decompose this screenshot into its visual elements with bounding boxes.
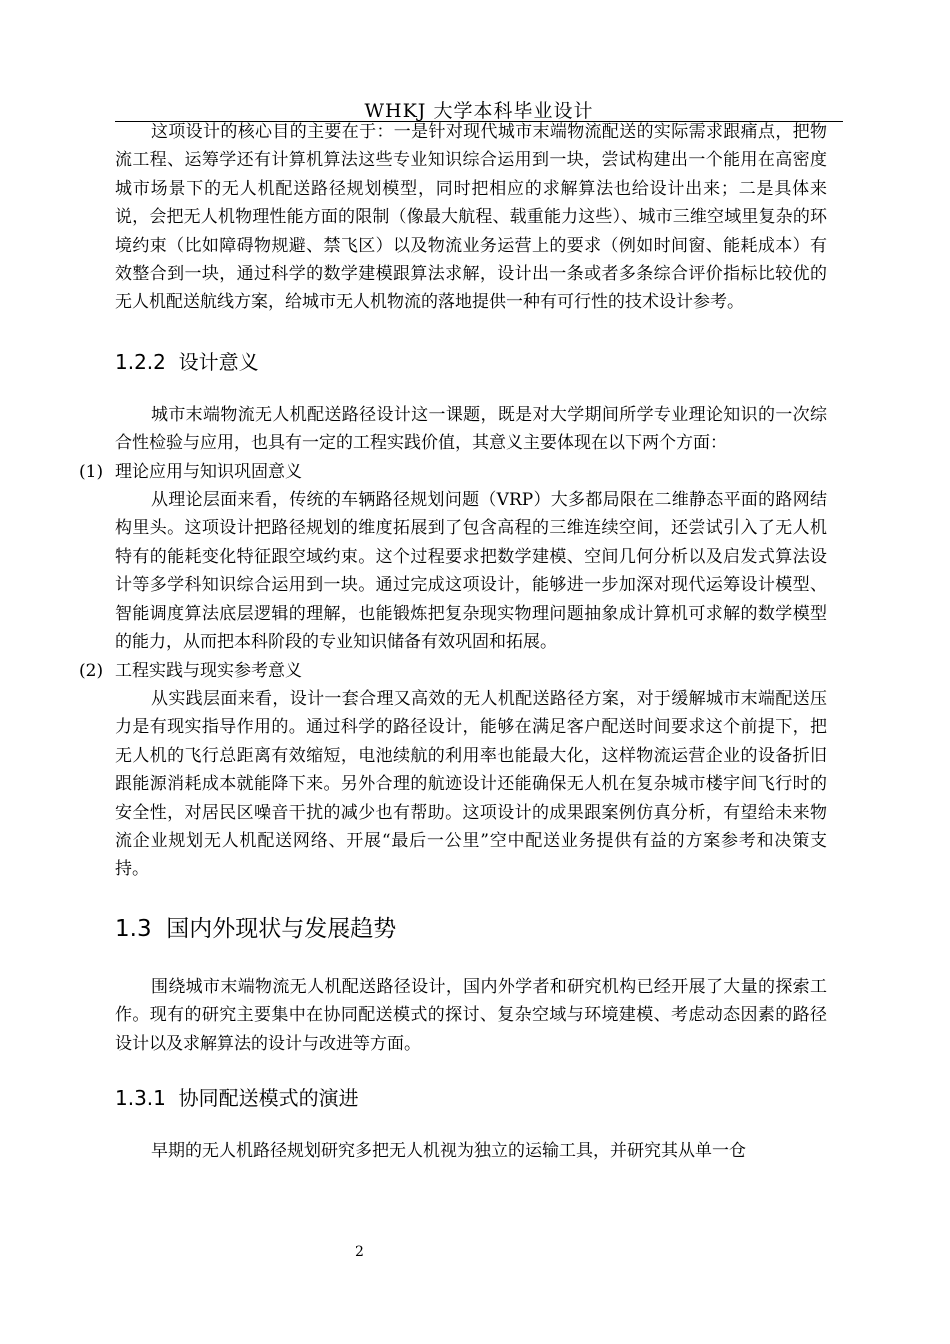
section-1-3-paragraph: 围绕城市末端物流无人机配送路径设计，国内外学者和研究机构已经开展了大量的探索工作。现有的研究主要集中在协同配送模式的探讨、复杂空域与环境建模、考虑动态因素的路径设计以及求解算法的设计与改进等方面。 xyxy=(115,976,827,1054)
intro-paragraph: 这项设计的核心目的主要在于：一是针对现代城市末端物流配送的实际需求跟痛点，把物流工程、运筹学还有计算机算法这些专业知识综合运用到一块，尝试构建出一个能用在高密度城市场景下的无人机配送路径规划模型，同时把相应的求解算法也给设计出来；二是具体来说，会把无人机物理性能方面的限制（像最大航程、载重能力这些）、城市三维空域里复杂的环境约束（比如障碍物规避、禁飞区）以及物流业务运营上的要求（例如时间窗、能耗成本）有效整合到一块，通过科学的数学建模跟算法求解，设计出一条或者多条综合评价指标比较优的无人机配送航线方案，给城市无人机物流的落地提供一种有可行性的技术设计参考。 xyxy=(115,122,827,313)
page-number: 2 xyxy=(355,1244,364,1260)
section-title: 国内外现状与发展趋势 xyxy=(166,915,397,942)
section-heading-1-2-2 xyxy=(115,346,827,375)
section-1-2-2-paragraph: 城市末端物流无人机配送路径设计这一课题，既是对大学期间所学专业理论知识的一次综合性检验与应用，也具有一定的工程实践价值，其意义主要体现在以下两个方面： xyxy=(115,404,827,454)
section-title: 设计意义 xyxy=(178,349,259,374)
list-item-2 xyxy=(79,657,827,685)
section-number: 1.3 xyxy=(115,915,152,942)
list-item-title: 工程实践与现实参考意义 xyxy=(115,660,302,681)
section-1-3-1-paragraph: 早期的无人机路径规划研究多把无人机视为独立的运输工具，并研究其从单一仓 xyxy=(151,1140,746,1161)
list-item-1-paragraph: 从理论层面来看，传统的车辆路径规划问题（VRP）大多都局限在二维静态平面的路网结构里头。这项设计把路径规划的维度拓展到了包含高程的三维连续空间，还尝试引入了无人机特有的能耗变化特征跟空域约束。这个过程要求把数学建模、空间几何分析以及启发式算法设计等多学科知识综合运用到一块。通过完成这项设计，能够进一步加深对现代运筹设计模型、智能调度算法底层逻辑的理解，也能锻炼把复杂现实物理问题抽象成计算机可求解的数学模型的能力，从而把本科阶段的专业知识储备有效巩固和拓展。 xyxy=(115,490,827,653)
list-item-1 xyxy=(79,458,827,486)
list-item-2-paragraph: 从实践层面来看，设计一套合理又高效的无人机配送路径方案，对于缓解城市末端配送压力是有现实指导作用的。通过科学的路径设计，能够在满足客户配送时间要求这个前提下，把无人机的飞行总距离有效缩短，电池续航的利用率也能最大化，这样物流运营企业的设备折旧跟能源消耗成本就能降下来。另外合理的航迹设计还能确保无人机在复杂城市楼宇间飞行时的安全性，对居民区噪音干扰的减少也有帮助。这项设计的成果跟案例仿真分析，有望给未来物流企业规划无人机配送网络、开展“最后一公里”空中配送业务提供有益的方案参考和决策支持。 xyxy=(115,688,827,880)
page-body xyxy=(79,118,827,1165)
section-number: 1.2.2 xyxy=(115,349,166,374)
running-header: WHKJ 大学本科毕业设计 xyxy=(364,100,594,122)
list-item-title: 理论应用与知识巩固意义 xyxy=(115,461,302,482)
section-number: 1.3.1 xyxy=(115,1085,166,1110)
section-heading-1-3 xyxy=(115,910,827,943)
list-marker: (1) xyxy=(79,461,104,482)
section-title: 协同配送模式的演进 xyxy=(178,1085,359,1110)
section-heading-1-3-1 xyxy=(115,1082,827,1111)
list-marker: (2) xyxy=(79,660,104,681)
